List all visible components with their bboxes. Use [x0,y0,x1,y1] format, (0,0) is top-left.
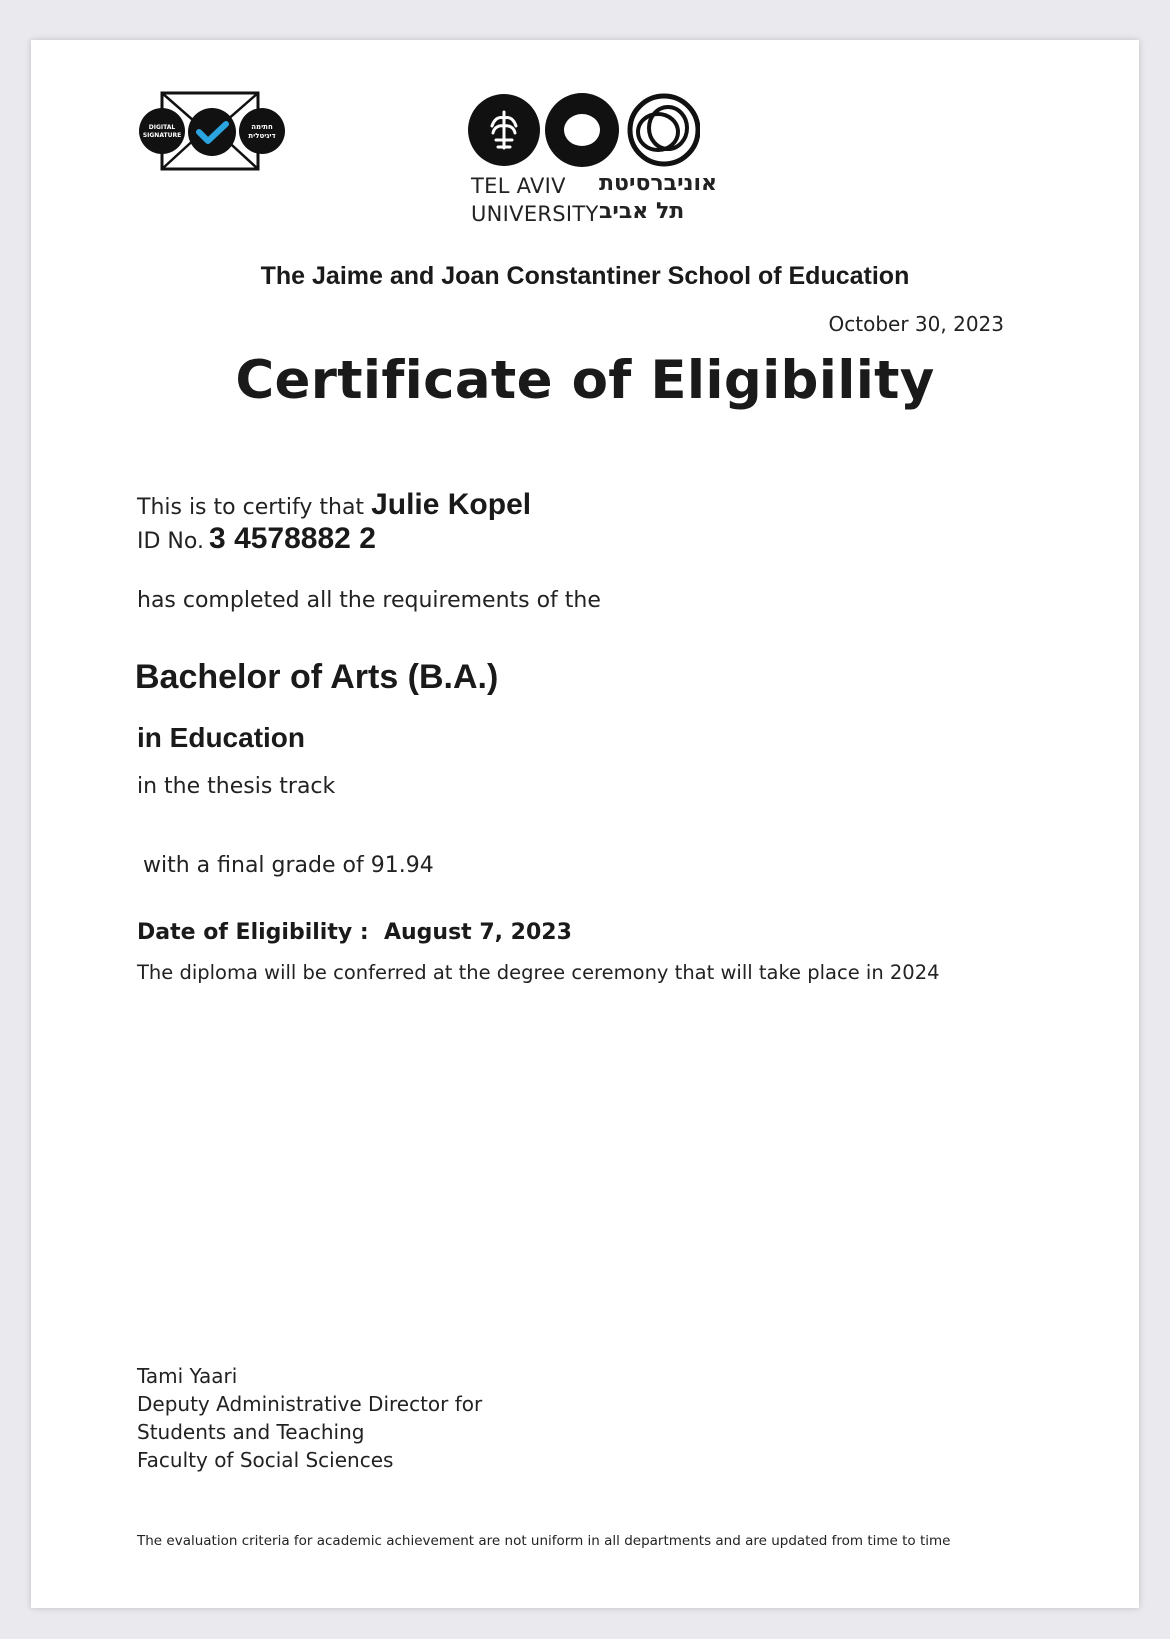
eligibility-label: Date of Eligibility : [137,920,369,945]
university-name-hebrew: אוניברסיטת תל אביב [599,171,718,224]
digital-signature-badge [138,90,288,172]
signatory-name: Tami Yaari [137,1364,238,1388]
university-name-english: TEL AVIV UNIVERSITY [471,174,599,226]
signatory-faculty: Faculty of Social Sciences [137,1448,394,1472]
badge-right-text-2: דיגיטלית [248,132,276,140]
final-grade: with a final grade of 91.94 [143,853,434,878]
degree-field: in Education [137,722,305,753]
certify-label: This is to certify that [137,495,365,520]
school-name: The Jaime and Joan Constantiner School of Education [260,262,910,290]
issue-date: October 30, 2023 [828,312,1004,336]
signatory-title-2: Students and Teaching [137,1420,365,1444]
requirements-text: has completed all the requirements of the [137,588,601,613]
footer-note: The evaluation criteria for academic achievement are not uniform in all departments and are updated from time to time [137,1533,951,1549]
id-label: ID No. [137,529,204,554]
university-logo-icon [468,92,700,168]
envelope-check-icon [138,90,288,172]
recipient-name: Julie Kopel [371,488,532,521]
badge-left-text-2: SIGNATURE [142,132,182,139]
degree-name: Bachelor of Arts (B.A.) [135,658,499,696]
eligibility-line [137,920,572,945]
eligibility-date: August 7, 2023 [383,920,572,945]
certificate-page [31,40,1139,1608]
badge-right-text-1: חתימה [251,123,273,131]
id-line [137,522,376,556]
degree-track: in the thesis track [137,774,336,799]
certify-line [137,488,531,522]
signatory-block [137,1362,482,1474]
ceremony-note: The diploma will be conferred at the degree ceremony that will take place in 2024 [137,961,940,984]
badge-left-text-1: DIGITAL [148,124,176,131]
id-number: 3 4578882 2 [209,522,376,555]
page-title: Certificate of Eligibility [235,350,935,411]
signatory-title-1: Deputy Administrative Director for [137,1392,483,1416]
